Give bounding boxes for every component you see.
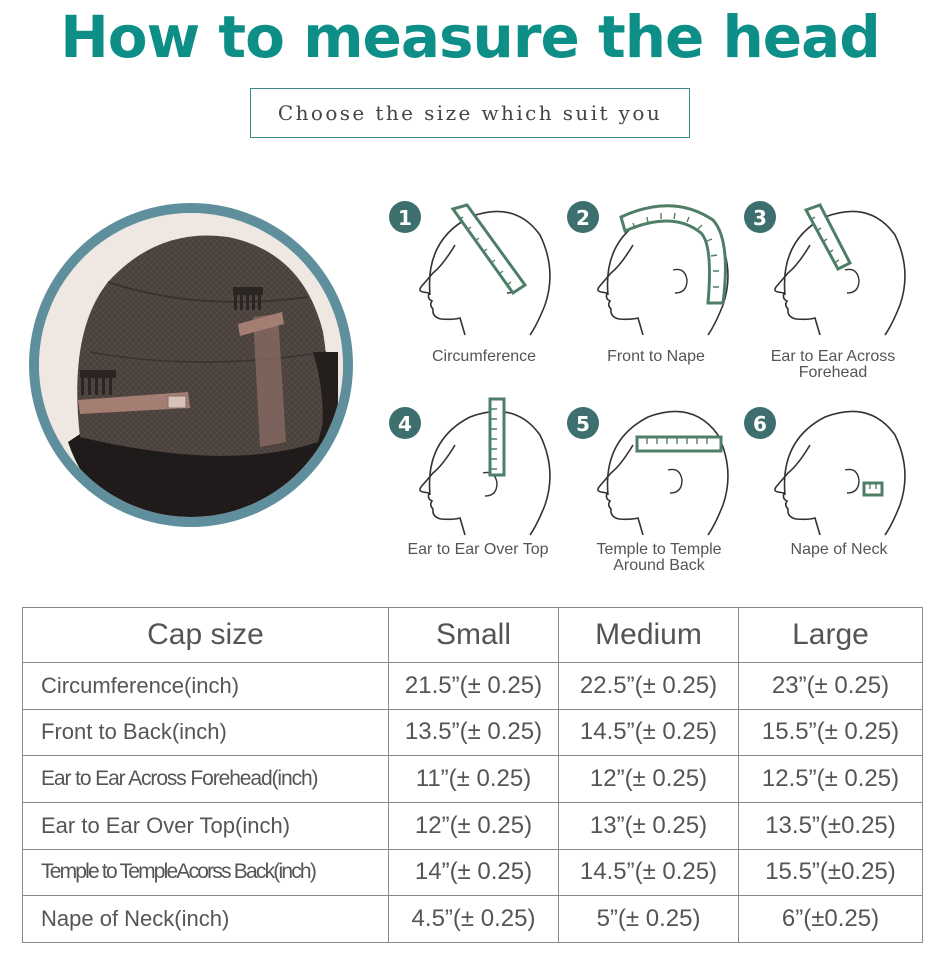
step-label-line1: Temple to Temple xyxy=(596,541,722,558)
table-row xyxy=(23,756,923,803)
step-front-to-nape xyxy=(563,195,743,375)
svg-text:3: 3 xyxy=(753,206,767,230)
svg-text:5: 5 xyxy=(576,412,590,436)
row-label: Nape of Neck(inch) xyxy=(23,896,389,943)
step-temple-to-temple xyxy=(563,395,763,585)
head-nape-of-neck-icon xyxy=(740,395,920,545)
step-label-line2: Forehead xyxy=(798,364,868,381)
svg-text:2: 2 xyxy=(576,206,590,230)
table-row xyxy=(23,802,923,849)
value-medium: 12”(± 0.25) xyxy=(559,756,739,803)
head-temple-to-temple-icon xyxy=(563,395,743,545)
step-label: Circumference xyxy=(431,348,537,365)
header-small: Small xyxy=(389,608,559,663)
value-small: 4.5”(± 0.25) xyxy=(389,896,559,943)
table-row xyxy=(23,849,923,896)
value-medium: 14.5”(± 0.25) xyxy=(559,709,739,756)
value-medium: 13”(± 0.25) xyxy=(559,802,739,849)
table-header-row xyxy=(23,608,923,663)
step-label xyxy=(740,349,926,381)
step-ear-to-ear-forehead xyxy=(740,195,940,395)
step-label: Nape of Neck xyxy=(790,541,888,558)
value-small: 21.5”(± 0.25) xyxy=(389,663,559,710)
value-large: 6”(±0.25) xyxy=(739,896,923,943)
value-small: 11”(± 0.25) xyxy=(389,756,559,803)
table-row xyxy=(23,663,923,710)
step-ear-to-ear-top xyxy=(385,395,565,575)
value-small: 13.5”(± 0.25) xyxy=(389,709,559,756)
subtitle-text: Choose the size which suit you xyxy=(277,101,663,125)
table-row xyxy=(23,709,923,756)
value-large: 15.5”(± 0.25) xyxy=(739,709,923,756)
step-label: Front to Nape xyxy=(607,348,705,365)
value-large: 23”(± 0.25) xyxy=(739,663,923,710)
header-large: Large xyxy=(739,608,923,663)
value-small: 12”(± 0.25) xyxy=(389,802,559,849)
value-large: 15.5”(±0.25) xyxy=(739,849,923,896)
step-label-line2: Around Back xyxy=(613,557,705,574)
svg-text:6: 6 xyxy=(753,412,767,436)
step-label: Ear to Ear Over Top xyxy=(407,541,549,558)
svg-text:4: 4 xyxy=(398,412,412,436)
svg-text:1: 1 xyxy=(398,206,412,230)
row-label: Front to Back(inch) xyxy=(23,709,389,756)
value-medium: 22.5”(± 0.25) xyxy=(559,663,739,710)
value-small: 14”(± 0.25) xyxy=(389,849,559,896)
step-circumference xyxy=(385,195,565,375)
header-medium: Medium xyxy=(559,608,739,663)
row-label: Circumference(inch) xyxy=(23,663,389,710)
page-title: How to measure the head xyxy=(60,3,880,71)
head-circumference-icon xyxy=(385,195,565,345)
step-nape-of-neck xyxy=(740,395,940,575)
head-ear-to-ear-forehead-icon xyxy=(740,195,920,345)
row-label: Ear to Ear Across Forehead(inch) xyxy=(23,756,389,803)
value-medium: 5”(± 0.25) xyxy=(559,896,739,943)
row-label: Temple to TempleAcorss Back(inch) xyxy=(23,849,389,896)
head-front-to-nape-icon xyxy=(563,195,743,345)
table-row xyxy=(23,896,923,943)
value-large: 12.5”(± 0.25) xyxy=(739,756,923,803)
row-label: Ear to Ear Over Top(inch) xyxy=(23,802,389,849)
value-large: 13.5”(±0.25) xyxy=(739,802,923,849)
step-label xyxy=(563,542,755,574)
value-medium: 14.5”(± 0.25) xyxy=(559,849,739,896)
cap-size-table xyxy=(22,607,923,943)
header-cap-size: Cap size xyxy=(23,608,389,663)
wig-cap-photo xyxy=(28,202,354,528)
step-label-line1: Ear to Ear Across xyxy=(770,348,896,365)
subtitle-box xyxy=(250,88,690,138)
head-ear-to-ear-top-icon xyxy=(385,395,565,545)
